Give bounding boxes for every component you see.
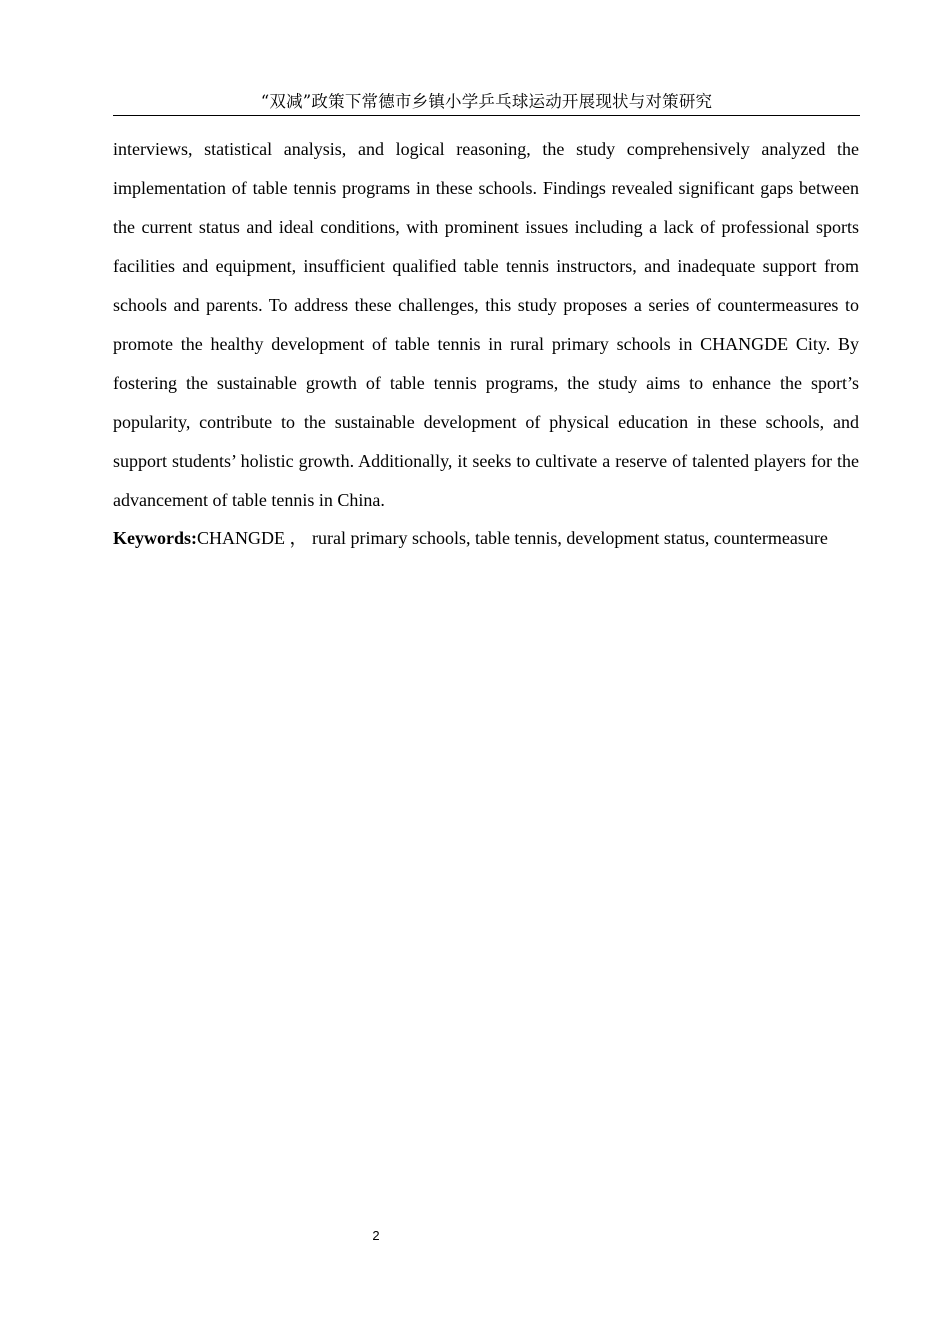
keywords-list: CHANGDE ， rural primary schools, table tennis, development status, countermeasure	[197, 528, 828, 548]
abstract-paragraph: interviews, statistical analysis, and logical reasoning, the study comprehensively analyzed the implementation of table tennis programs in these schools. Findings revealed significant gaps between the current status and ideal conditions, with prominent issues including a lack of professional sports facilities and equipment, insufficient qualified table tennis instructors, and inadequate support from schools and parents. To address these challenges, this study proposes a series of countermeasures to promote the healthy development of table tennis in rural primary schools in CHANGDE City. By fostering the sustainable growth of table tennis programs, the study aims to enhance the sport’s popularity, contribute to the sustainable development of physical education in these schools, and support students’ holistic growth. Additionally, it seeks to cultivate a reserve of talented players for the advancement of table tennis in China.	[113, 139, 859, 510]
running-header-title: “双减”政策下常德市乡镇小学乒乓球运动开展现状与对策研究	[260, 92, 713, 111]
running-header	[113, 90, 860, 116]
keywords-label: Keywords:	[113, 528, 197, 548]
page-number: 2	[372, 1228, 380, 1243]
keywords-paragraph	[113, 519, 859, 558]
